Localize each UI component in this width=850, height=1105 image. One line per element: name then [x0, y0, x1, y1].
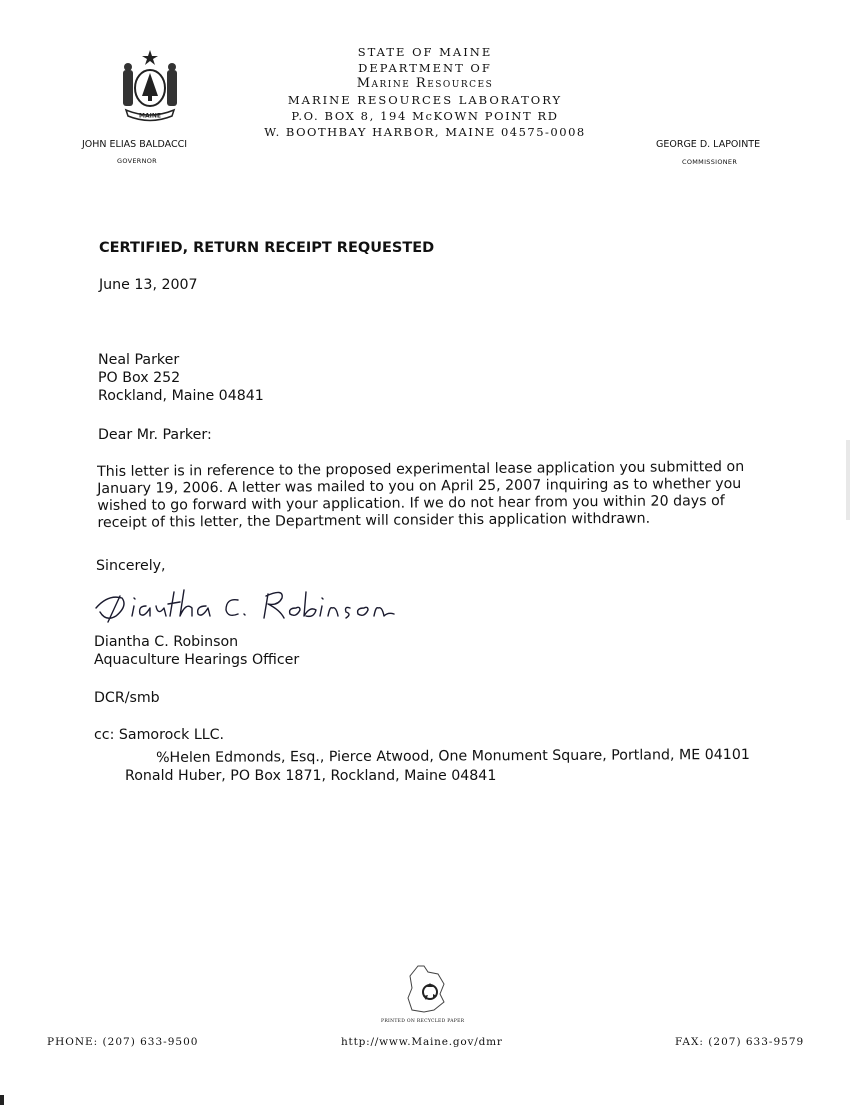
- closing: Sincerely,: [96, 558, 166, 574]
- seal-motto: MAINE: [139, 112, 161, 120]
- scan-edge: [846, 440, 850, 520]
- recipient-city: Rockland, Maine 04841: [98, 388, 264, 404]
- letterhead-department: DEPARTMENT OF: [358, 61, 492, 75]
- salutation: Dear Mr. Parker:: [98, 427, 212, 443]
- recycled-logo: [404, 964, 448, 1016]
- governor-name: JOHN ELIAS BALDACCI: [82, 139, 188, 150]
- recycled-note: PRINTED ON RECYCLED PAPER: [381, 1019, 465, 1024]
- body-line: receipt of this letter, the Department will consider this application withdrawn.: [97, 510, 651, 531]
- letterhead-state: STATE OF MAINE: [357, 45, 493, 59]
- letter-date: June 13, 2007: [99, 277, 198, 293]
- commissioner-title: COMMISSIONER: [682, 158, 738, 166]
- reference-initials: DCR/smb: [94, 690, 160, 706]
- recipient-name: Neal Parker: [98, 352, 180, 368]
- cc-edmonds: %Helen Edmonds, Esq., Pierce Atwood, One Monument Square, Portland, ME 04101: [156, 746, 750, 766]
- letterhead-agency: Marine Resources: [356, 76, 494, 91]
- recipient-address: [98, 351, 264, 405]
- letter-body: [97, 459, 745, 532]
- signature: [88, 582, 408, 626]
- letterhead-lab: MARINE RESOURCES LABORATORY: [287, 93, 563, 107]
- body-line: wished to go forward with your application. If we do not hear from you within 20 days of: [97, 493, 725, 514]
- signer-name: Diantha C. Robinson: [94, 634, 239, 650]
- letterhead: [250, 44, 600, 140]
- letterhead-city: W. BOOTHBAY HARBOR, MAINE 04575-0008: [264, 125, 586, 139]
- cc-samorock: cc: Samorock LLC.: [94, 727, 225, 743]
- body-line: January 19, 2006. A letter was mailed to you on April 25, 2007 inquiring as to whether you: [97, 475, 742, 497]
- cc-huber: Ronald Huber, PO Box 1871, Rockland, Maine 04841: [125, 768, 497, 784]
- footer-fax: FAX: (207) 633-9579: [675, 1036, 805, 1048]
- certified-heading: CERTIFIED, RETURN RECEIPT REQUESTED: [99, 240, 435, 256]
- state-seal: [118, 48, 182, 124]
- signer-title: Aquaculture Hearings Officer: [94, 652, 300, 668]
- footer-phone: PHONE: (207) 633-9500: [47, 1036, 199, 1048]
- signer-block: [94, 633, 299, 669]
- body-line: This letter is in reference to the proposed experimental lease application you submitted on: [97, 458, 745, 480]
- recipient-box: PO Box 252: [98, 370, 181, 386]
- governor-title: GOVERNOR: [117, 157, 158, 165]
- footer-website: http://www.Maine.gov/dmr: [341, 1036, 503, 1048]
- commissioner-name: GEORGE D. LAPOINTE: [656, 139, 761, 150]
- letterhead-address: P.O. BOX 8, 194 McKOWN POINT RD: [291, 109, 559, 123]
- scan-edge: [0, 1095, 4, 1105]
